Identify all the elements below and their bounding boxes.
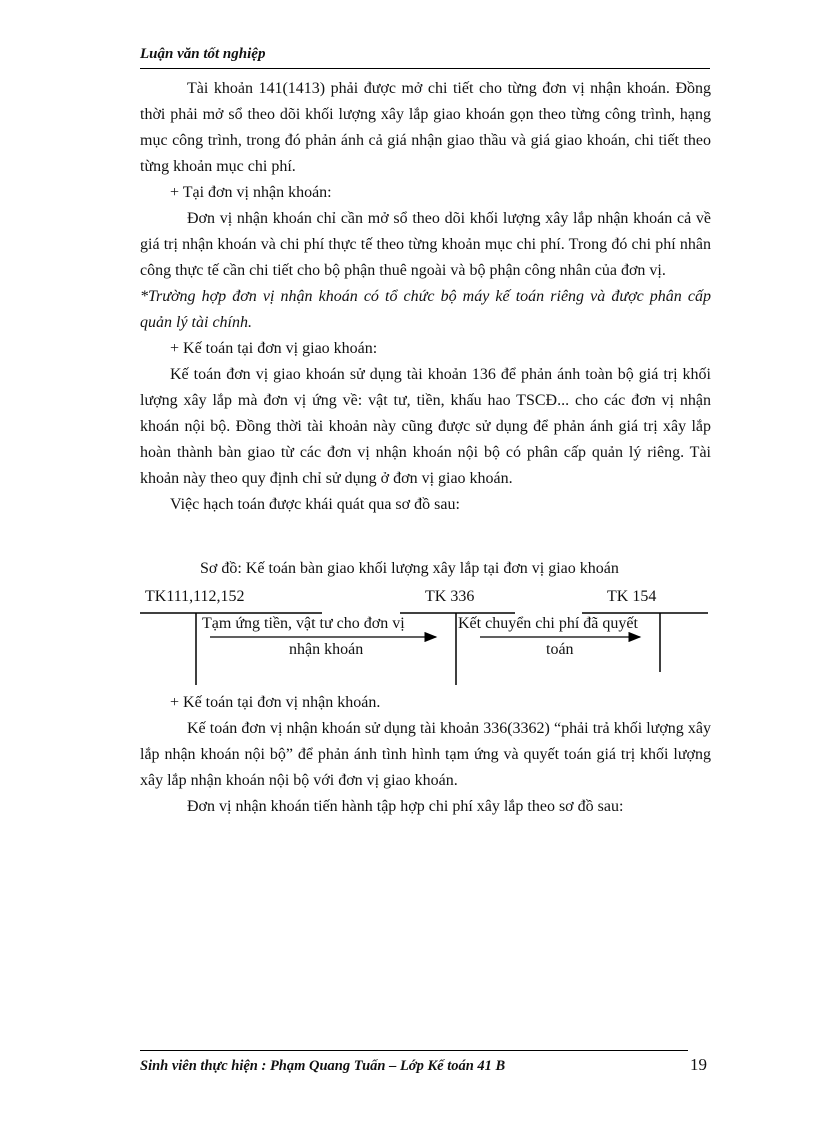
flow-label-transfer-cont: toán (546, 641, 574, 658)
paragraph: Kế toán đơn vị nhận khoán sử dụng tài khoản 336(3362) “phải trả khối lượng xây lắp nhận khoán nội bộ” để phản ánh tình hình tạm ứng và quyết toán giá trị khối lượng xây lắp nhận khoán nội bộ với đơn vị giao khoán. (140, 720, 711, 789)
flow-label-transfer: Kết chuyển chi phí đã quyết (458, 615, 638, 632)
paragraph: Đơn vị nhận khoán tiến hành tập hợp chi phí xây lắp theo sơ đồ sau: (187, 798, 624, 815)
paragraph: Việc hạch toán được khái quát qua sơ đồ sau: (170, 496, 460, 513)
paragraph: Đơn vị nhận khoán chỉ cần mở sổ theo dõi khối lượng xây lắp nhận khoán cả về giá trị nhận khoán và chi phí thực tế theo từng khoản mục chi phí. Trong đó chi phí nhân công thực tế cần chi tiết cho bộ phận thuê ngoài và bộ phận công nhân của đơn vị. (140, 210, 711, 279)
account-label-tk111: TK111,112,152 (145, 588, 245, 605)
paragraph: + Kế toán tại đơn vị nhận khoán. (170, 694, 381, 711)
running-header: Luận văn tốt nghiệp (140, 46, 266, 62)
footer-author: Sinh viên thực hiện : Phạm Quang Tuấn – Lớp Kế toán 41 B (140, 1058, 506, 1074)
page-number: 19 (690, 1055, 707, 1074)
paragraph: + Kế toán tại đơn vị giao khoán: (170, 340, 378, 357)
flow-label-advance: Tạm ứng tiền, vật tư cho đơn vị (202, 615, 405, 632)
body-text-lower (140, 690, 711, 820)
diagram-title: Sơ đồ: Kế toán bàn giao khối lượng xây lắp tại đơn vị giao khoán (200, 560, 619, 577)
account-label-tk336: TK 336 (425, 588, 475, 605)
flow-label-advance-cont: nhận khoán (289, 641, 364, 658)
footer-rule (140, 1050, 688, 1051)
paragraph: Tài khoản 141(1413) phải được mở chi tiết cho từng đơn vị nhận khoán. Đồng thời phải mở sổ theo dõi khối lượng xây lắp giao khoán gọn theo từng công trình, hạng mục công trình, trong đó phản ánh cả giá nhận giao thầu và giá giao khoán, chi tiết theo từng khoản mục chi phí. (140, 80, 711, 175)
paragraph-italic: *Trường hợp đơn vị nhận khoán có tổ chức bộ máy kế toán riêng và được phân cấp quản lý tài chính. (140, 288, 711, 331)
account-label-tk154: TK 154 (607, 588, 657, 605)
paragraph: + Tại đơn vị nhận khoán: (170, 184, 332, 201)
paragraph: Kế toán đơn vị giao khoán sử dụng tài khoản 136 để phản ánh toàn bộ giá trị khối lượng xây lắp mà đơn vị ứng về: vật tư, tiền, khấu hao TSCĐ... cho các đơn vị nhận khoán nội bộ. Đồng thời tài khoản này cũng được sử dụng để phản ánh giá trị xây lắp hoàn thành bàn giao từ các đơn vị nhận khoán nội bộ có phân cấp quản lý riêng. Tài khoản này theo quy định chỉ sử dụng ở đơn vị giao khoán. (140, 366, 711, 487)
